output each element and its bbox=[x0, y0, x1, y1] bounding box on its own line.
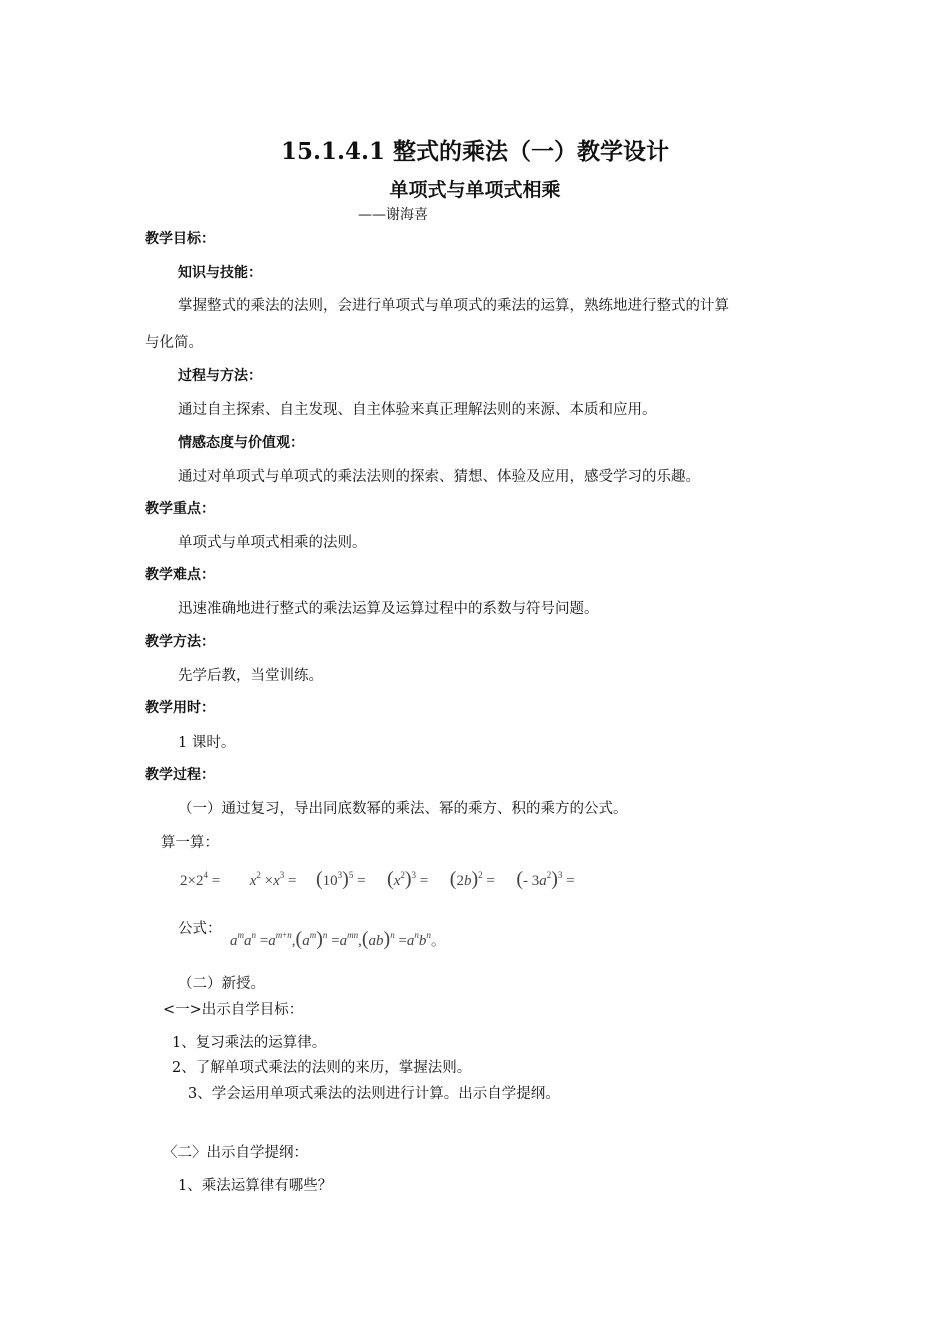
calc-expr-3: $(10^3)^5$ = bbox=[315, 868, 366, 890]
process-heading: 教学过程： bbox=[145, 767, 215, 783]
emotion-heading: 情感态度与价值观： bbox=[178, 435, 304, 451]
calc-expr-6: (- $3a^2)^3$ = bbox=[516, 868, 575, 890]
goals-heading: 教学目标： bbox=[145, 231, 215, 247]
calc-label: 算一算： bbox=[161, 835, 219, 851]
difficulty-heading: 教学难点： bbox=[145, 567, 215, 583]
method-heading: 教学方法： bbox=[145, 634, 215, 650]
process-method-text: 通过自主探索、自主发现、自主体验来真正理解法则的来源、本质和应用。 bbox=[178, 402, 657, 418]
knowledge-text-line2: 与化简。 bbox=[145, 335, 203, 351]
show-outline-line: 〈二〉出示自学提纲： bbox=[163, 1145, 308, 1161]
difficulty-text: 迅速准确地进行整式的乘法运算及运算过程中的系数与符号问题。 bbox=[178, 601, 599, 617]
calc-expressions bbox=[180, 868, 575, 891]
goal-item-2: 2、了解单项式乘法的法则的来历，掌握法则。 bbox=[172, 1060, 472, 1076]
time-text: 1 课时。 bbox=[178, 735, 236, 751]
show-goals-line: <一>出示自学目标： bbox=[163, 1002, 304, 1018]
key-point-heading: 教学重点： bbox=[145, 501, 215, 517]
calc-expr-2: $x^2 \times x^3$ = bbox=[249, 870, 297, 889]
formula-label: 公式： bbox=[178, 921, 222, 937]
calc-expr-5: $(2b)^2$ = bbox=[449, 868, 495, 890]
goal-item-3: 3、学会运用单项式乘法的法则进行计算。出示自学提纲。 bbox=[188, 1086, 560, 1102]
knowledge-text-line1: 掌握整式的乘法的法则，会进行单项式与单项式的乘法的运算，熟练地进行整式的计算 bbox=[178, 298, 729, 314]
process-method-heading: 过程与方法： bbox=[178, 368, 262, 384]
time-heading: 教学用时： bbox=[145, 700, 215, 716]
emotion-text: 通过对单项式与单项式的乘法法则的探索、猜想、体验及应用，感受学习的乐趣。 bbox=[178, 469, 700, 485]
author-line: ——谢海喜 bbox=[358, 207, 428, 223]
outline-question-1: 1、乘法运算律有哪些？ bbox=[178, 1178, 333, 1194]
document-subtitle: 单项式与单项式相乘 bbox=[389, 179, 561, 201]
process-step1: （一）通过复习，导出同底数幂的乘法、幂的乘方、积的乘方的公式。 bbox=[178, 801, 628, 817]
knowledge-heading: 知识与技能： bbox=[178, 265, 262, 281]
key-point-text: 单项式与单项式相乘的法则。 bbox=[178, 535, 367, 551]
calc-expr-1: $2\times 2^4$ = bbox=[180, 870, 221, 889]
method-text: 先学后教，当堂训练。 bbox=[178, 668, 323, 684]
calc-expr-4: $(x^2)^3$ = bbox=[387, 868, 429, 890]
power-formulas: $a^ma^n =a^{m+n},(a^m)^n =a^{mn},(ab)^n =a^nb^n$。 bbox=[230, 928, 446, 950]
goal-item-1: 1、复习乘法的运算律。 bbox=[172, 1035, 327, 1051]
document-title: 15.1.4.1 整式的乘法（一）教学设计 bbox=[280, 138, 670, 165]
process-step2: （二）新授。 bbox=[178, 976, 265, 992]
